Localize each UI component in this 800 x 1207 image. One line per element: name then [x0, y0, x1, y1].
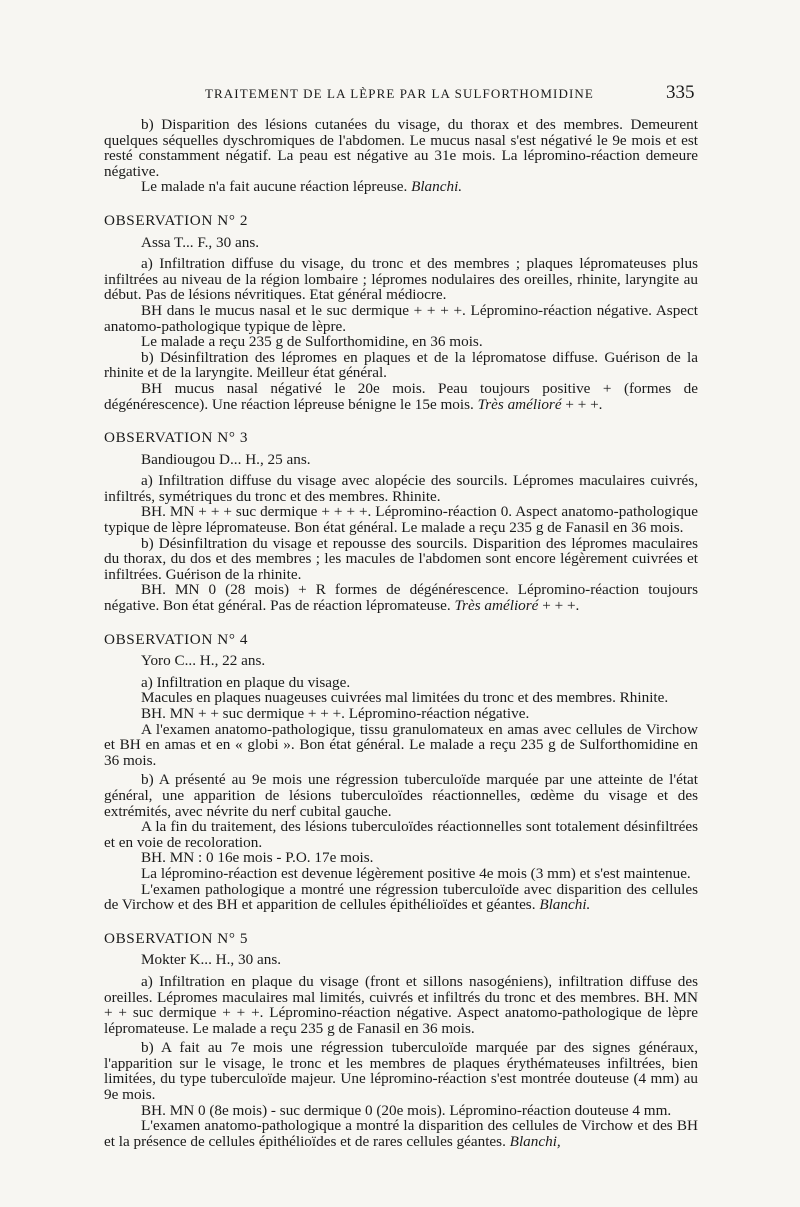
- observation-4: [104, 632, 698, 913]
- observation-paragraph: b) Désinfiltration des lépromes en plaques et de la lépromatose diffuse. Guérison de la rhinite et de la laryngite. Meilleur état général.: [104, 348, 698, 382]
- observation-paragraph: A la fin du traitement, des lésions tuberculoïdes réactionnelles sont totalement désinfiltrées et en voie de recoloration.: [104, 818, 698, 851]
- observation-heading: OBSERVATION N° 2: [104, 211, 249, 229]
- conclusion-verdict: Très amélioré: [477, 395, 562, 413]
- patient-line: Yoro C... H., 22 ans.: [141, 652, 266, 670]
- observation-heading: OBSERVATION N° 5: [104, 929, 249, 947]
- conclusion-text: BH. MN 0 (28 mois) + R formes de dégénérescence. Lépromino-réaction toujours négative. Bon état général. Pas de réaction lépromateuse.: [104, 581, 698, 615]
- observation-paragraph: Le malade a reçu 235 g de Sulforthomidine, en 36 mois.: [141, 333, 483, 351]
- conclusion-text: L'examen pathologique a montré une régression tuberculoïde avec disparition des cellules de Virchow et des BH et apparition de cellules épithélioïdes et géantes.: [104, 880, 698, 914]
- observation-paragraph: a) Infiltration en plaque du visage (front et sillons nasogéniens), infiltration diffuse des oreilles. Lépromes maculaires mal limités, cuivrés et infiltrés du tronc et des membres. BH. MN + + suc dermique + + +. Lépromino-réaction négative. Aspect anatomo-pathologique de lèpre lépromateuse. Le malade a reçu 235 g de Fanasil en 36 mois.: [104, 972, 698, 1037]
- observation-paragraph: BH. MN 0 (8e mois) - suc dermique 0 (20e mois). Lépromino-réaction douteuse 4 mm.: [141, 1101, 672, 1119]
- patient-line: Bandiougou D... H., 25 ans.: [141, 450, 311, 468]
- observation-3: [104, 430, 698, 614]
- observation-paragraph: BH. MN : 0 16e mois - P.O. 17e mois.: [141, 849, 374, 867]
- observation-conclusion: [104, 582, 698, 613]
- intro-paragraph-reaction: [104, 179, 698, 195]
- page-number: 335: [666, 82, 695, 103]
- author-signature: Blanchi.: [411, 178, 463, 196]
- conclusion-text: L'examen anatomo-pathologique a montré la disparition des cellules de Virchow et des BH et la présence de cellules épithélioïdes et de rares cellules géantes.: [104, 1117, 698, 1150]
- observation-heading: OBSERVATION N° 4: [104, 630, 249, 648]
- observation-paragraph: b) Désinfiltration du visage et repousse des sourcils. Disparition des lépromes maculaires du thorax, du dos et des membres ; les macules de l'abdomen sont encore légèrement cuivrées et infiltrées. Guérison de la rhinite.: [104, 534, 698, 583]
- conclusion-text: BH mucus nasal négativé le 20e mois. Peau toujours positive + (formes de dégénérescence). Une réaction lépreuse bénigne le 15e mois.: [104, 379, 698, 413]
- observation-conclusion: [104, 1118, 698, 1149]
- observation-2: [104, 213, 698, 412]
- observation-paragraph: BH. MN + + + suc dermique + + + +. Lépromino-réaction 0. Aspect anatomo-pathologique typique de lèpre lépromateuse. Bon état général. Le malade a reçu 235 g de Fanasil en 36 mois.: [104, 503, 698, 537]
- observation-conclusion: [104, 882, 698, 913]
- conclusion-tail: + + +.: [565, 395, 603, 413]
- conclusion-tail: + + +.: [542, 597, 580, 615]
- conclusion-verdict: Blanchi.: [539, 896, 591, 914]
- page-body: [104, 117, 698, 1149]
- patient-line: Assa T... F., 30 ans.: [141, 233, 260, 251]
- observation-paragraph: a) Infiltration en plaque du visage.: [141, 673, 351, 691]
- observation-paragraph: a) Infiltration diffuse du visage, du tronc et des membres ; plaques lépromateuses plus infiltrées au niveau de la région lombaire ; lépromes nodulaires des oreilles, rhinite, laryngite au début. Pas de lésions névritiques. Etat général médiocre.: [104, 255, 698, 304]
- intro-paragraph: b) Disparition des lésions cutanées du visage, du thorax et des membres. Demeurent quelques séquelles dyschromiques de l'abdomen. Le mucus nasal s'est négativé le 9e mois et est resté constamment négatif. La peau est négative au 31e mois. La lépromino-réaction demeure négative.: [104, 116, 698, 180]
- patient-line: Mokter K... H., 30 ans.: [141, 951, 282, 969]
- intro-reaction-text: Le malade n'a fait aucune réaction lépreuse.: [141, 178, 408, 196]
- observation-paragraph: b) A présenté au 9e mois une régression tuberculoïde marquée par une atteinte de l'état général, une apparition de lésions tuberculoïdes réactionnelles, œdème du visage et des extrémités, avec névrite du nerf cubital gauche.: [104, 771, 698, 820]
- observation-paragraph: b) A fait au 7e mois une régression tuberculoïde marquée par des signes généraux, l'apparition sur le visage, le tronc et les membres de plaques érythémateuses infiltrées, bien limitées, du type tuberculoïde majeur. Une lépromino-réaction s'est montrée douteuse (4 mm) au 9e mois.: [104, 1039, 698, 1104]
- observation-heading: OBSERVATION N° 3: [104, 429, 249, 447]
- conclusion-verdict: Très amélioré: [454, 597, 539, 615]
- observation-paragraph: A l'examen anatomo-pathologique, tissu granulomateux en amas avec cellules de Virchow et BH en amas et en « globi ». Bon état général. Le malade a reçu 235 g de Sulforthomidine en 36 mois.: [104, 720, 698, 769]
- conclusion-verdict: Blanchi,: [509, 1132, 561, 1150]
- observation-paragraph: BH. MN + + suc dermique + + +. Lépromino-réaction négative.: [141, 705, 530, 722]
- observation-5: [104, 931, 698, 1150]
- page-header: [0, 82, 800, 108]
- running-title: TRAITEMENT DE LA LÈPRE PAR LA SULFORTHOMIDINE: [205, 86, 594, 101]
- observation-paragraph: a) Infiltration diffuse du visage avec alopécie des sourcils. Lépromes maculaires cuivrés, infiltrés, symétriques du tronc et des membres. Rhinite.: [104, 472, 698, 505]
- observation-paragraph: BH dans le mucus nasal et le suc dermique + + + +. Lépromino-réaction négative. Aspect anatomo-pathologique typique de lèpre.: [104, 301, 698, 335]
- observation-paragraph: La lépromino-réaction est devenue légèrement positive 4e mois (3 mm) et s'est maintenue.: [141, 864, 691, 882]
- observation-conclusion: [104, 381, 698, 412]
- observation-paragraph: Macules en plaques nuageuses cuivrées mal limitées du tronc et des membres. Rhinite.: [141, 689, 669, 707]
